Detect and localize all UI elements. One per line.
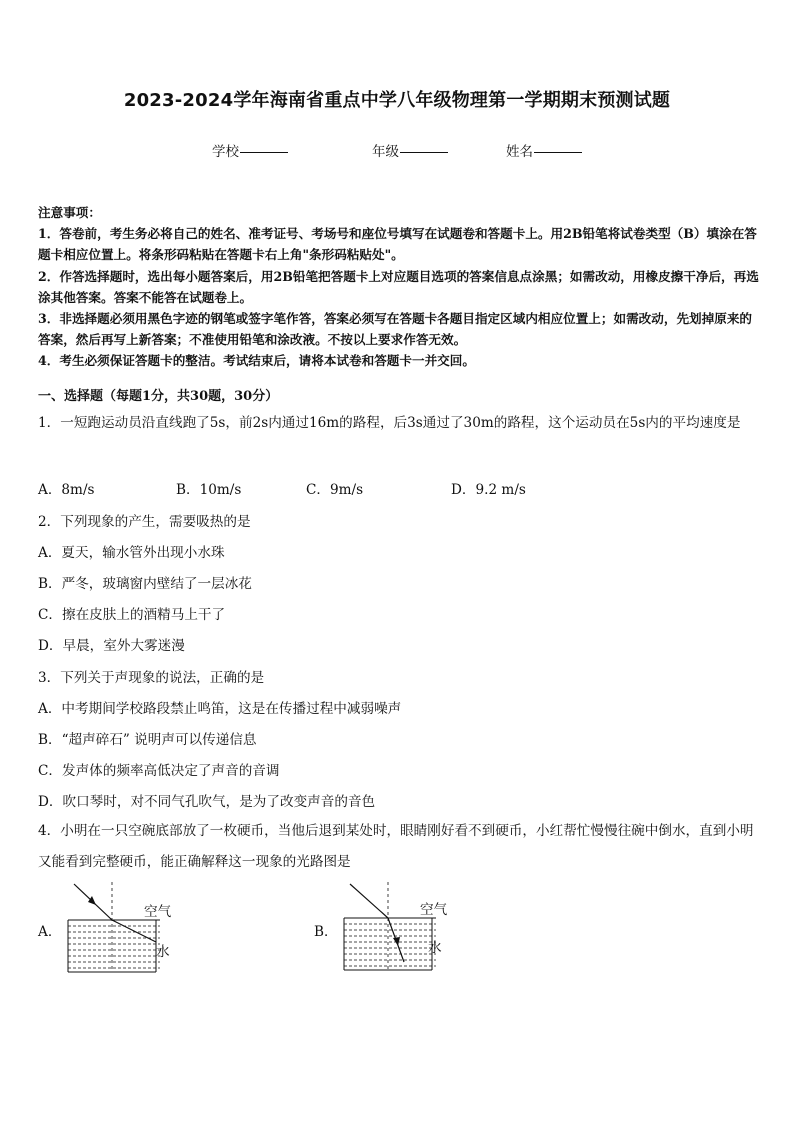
diagram-a	[60, 880, 190, 975]
note-item: 2．作答选择题时，选出每小题答案后，用2B铅笔把答题卡上对应题目选项的答案信息点涂黑；如需改动，用橡皮擦干净后，再选涂其他答案。答案不能答在试题卷上。	[38, 268, 759, 305]
water-hatching	[344, 924, 436, 966]
question-4-stem: 4．小明在一只空碗底部放了一枚硬币，当他后退到某处时，眼睛刚好看不到硬币，小红帮忙慢慢往碗中倒水，直到小明又能看到完整硬币，能正确解释这一现象的光路图是	[38, 823, 754, 870]
exam-notes	[38, 202, 760, 372]
note-item: 1．答卷前，考生务必将自己的姓名、准考证号、考场号和座位号填写在试题卷和答题卡上。用2B铅笔将试卷类型（B）填涂在答题卡相应位置上。将条形码粘贴在答题卡右上角"条形码粘贴处"。	[38, 226, 757, 263]
question-3-option-c: C．发声体的频率高低决定了声音的音调	[38, 763, 280, 779]
question-4-option-a: A．	[38, 924, 62, 940]
school-blank	[240, 140, 288, 153]
exam-title: 2023-2024学年海南省重点中学八年级物理第一学期期末预测试题	[123, 90, 671, 111]
question-1-option-d: D．9.2 m/s	[451, 482, 526, 498]
diagram-b	[336, 880, 466, 975]
question-4-option-b: B．	[314, 924, 338, 940]
refracted-ray	[112, 920, 156, 942]
question-2-option-a: A．夏天，输水管外出现小水珠	[38, 545, 225, 561]
note-item: 3．非选择题必须用黑色字迹的钢笔或签字笔作答，答案必须写在答题卡各题目指定区域内相应位置上；如需改动，先划掉原来的答案，然后再写上新答案；不准使用铅笔和涂改液。不按以上要求作答无效。	[38, 311, 753, 348]
school-field: 学校	[212, 140, 239, 160]
question-3-option-a: A．中考期间学校路段禁止鸣笛，这是在传播过程中减弱噪声	[38, 701, 402, 717]
question-2-option-b: B．严冬，玻璃窗内壁结了一层冰花	[38, 576, 252, 592]
question-1-option-a: A．8m/s	[38, 482, 95, 498]
diagram-b-water-label: 水	[428, 940, 442, 956]
ray-arrow-icon	[88, 896, 96, 905]
question-3-stem: 3．下列关于声现象的说法，正确的是	[38, 670, 265, 686]
diagram-b-air-label: 空气	[420, 902, 448, 918]
question-2-option-d: D．早晨，室外大雾迷漫	[38, 638, 185, 654]
question-2-option-c: C．擦在皮肤上的酒精马上干了	[38, 607, 226, 623]
grade-field: 年级	[372, 140, 399, 160]
question-1-option-b: B．10m/s	[176, 482, 242, 498]
name-blank	[534, 140, 582, 153]
question-1-option-c: C．9m/s	[306, 482, 364, 498]
diagram-a-air-label: 空气	[144, 904, 172, 920]
incident-ray	[350, 884, 388, 918]
question-2-stem: 2．下列现象的产生，需要吸热的是	[38, 514, 251, 530]
water-hatching	[68, 926, 160, 968]
note-item: 4．考生必须保证答题卡的整洁。考试结束后，请将本试卷和答题卡一并交回。	[38, 353, 475, 369]
question-3-option-d: D．吹口琴时，对不同气孔吹气，是为了改变声音的音色	[38, 794, 376, 810]
grade-blank	[400, 140, 448, 153]
section-heading: 一、选择题（每题1分，共30题，30分）	[38, 389, 279, 404]
question-1-stem: 1．一短跑运动员沿直线跑了5s，前2s内通过16m的路程，后3s通过了30m的路程，这个运动员在5s内的平均速度是	[38, 415, 741, 431]
name-field: 姓名	[506, 140, 533, 160]
question-3-option-b: B．“超声碎石” 说明声可以传递信息	[38, 732, 257, 748]
notes-heading: 注意事项：	[38, 205, 101, 220]
ray-arrow-icon	[393, 937, 400, 946]
diagram-a-water-label: 水	[156, 944, 170, 960]
